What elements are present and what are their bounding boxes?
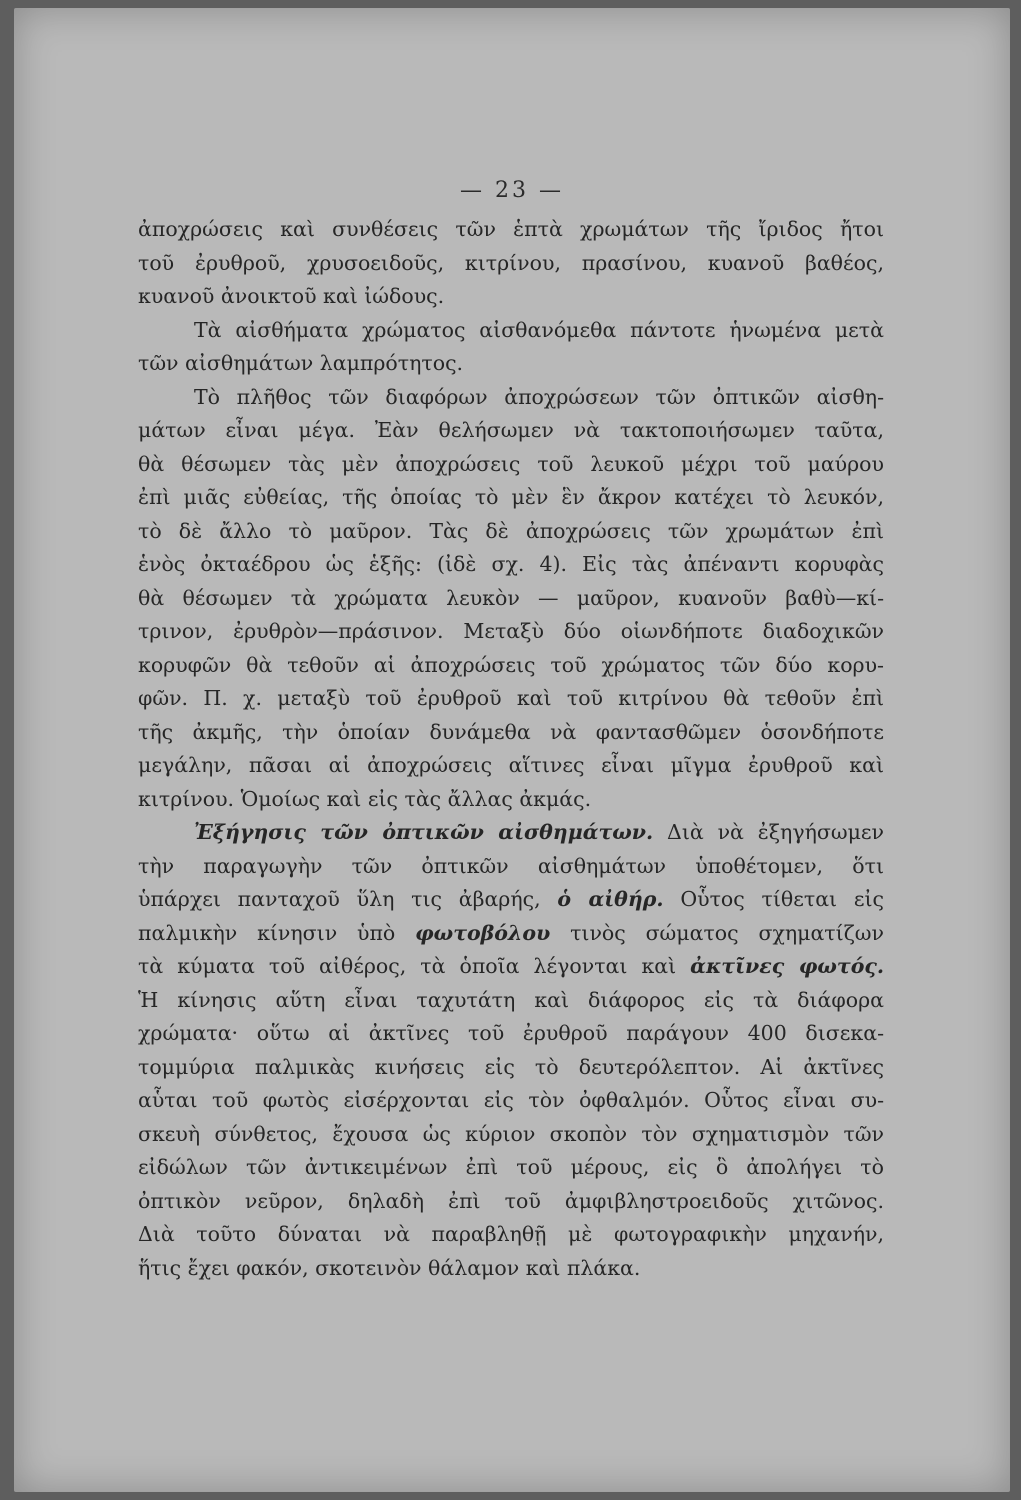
- text-line: τῆς ἀκμῆς, τὴν ὁποίαν δυνάμεθα νὰ φαντασθῶμεν ὁσονδήποτε: [138, 719, 884, 744]
- text-line: κορυφῶν θὰ τεθοῦν αἱ ἀποχρώσεις τοῦ χρώματος τῶν δύο κορυ-: [138, 652, 884, 677]
- text-line: τομμύρια παλμικὰς κινήσεις εἰς τὸ δευτερόλεπτον. Αἱ ἀκτῖνες: [138, 1054, 884, 1079]
- text-segment: τὰ κύματα τοῦ αἰθέρος, τὰ ὁποῖα λέγονται καὶ: [138, 954, 677, 978]
- text-line: θὰ θέσωμεν τὰ χρώματα λευκὸν — μαῦρον, κυανοῦν βαθὺ—κί-: [138, 585, 884, 610]
- term-aither: ὁ αἰθήρ.: [557, 887, 664, 911]
- text-segment: ὑπάρχει πανταχοῦ ὕλη τις ἀβαρής,: [138, 887, 541, 911]
- page-number: — 23 —: [460, 178, 564, 203]
- text-line: ἥτις ἔχει φακόν, σκοτεινὸν θάλαμον καὶ πλάκα.: [138, 1255, 641, 1280]
- text-line: μάτων εἶναι μέγα. Ἐὰν θελήσωμεν νὰ τακτοποιήσωμεν ταῦτα,: [138, 418, 884, 442]
- text-line: χρώματα· οὕτω αἱ ἀκτῖνες τοῦ ἐρυθροῦ παράγουν 400 δισεκα-: [138, 1021, 884, 1045]
- text-line: αὗται τοῦ φωτὸς εἰσέρχονται εἰς τὸν ὀφθαλμόν. Οὗτος εἶναι συ-: [138, 1088, 884, 1112]
- heading-rest: Διὰ νὰ ἐξηγήσωμεν: [667, 820, 884, 844]
- text-line: [138, 950, 884, 984]
- book-page: [14, 8, 1010, 1492]
- text-segment: τινὸς σώματος σχηματίζων: [570, 920, 884, 945]
- term-aktines: ἀκτῖνες φωτός.: [690, 954, 884, 978]
- text-line: κιτρίνου. Ὁμοίως καὶ εἰς τὰς ἄλλας ἀκμάς.: [138, 786, 592, 811]
- text-line: Διὰ τοῦτο δύναται νὰ παραβληθῇ μὲ φωτογραφικὴν μηχανήν,: [138, 1222, 884, 1246]
- text-line: Ἡ κίνησις αὕτη εἶναι ταχυτάτη καὶ διάφορος εἰς τὰ διάφορα: [138, 987, 884, 1012]
- text-line: εἰδώλων τῶν ἀντικειμένων ἐπὶ τοῦ μέρους, εἰς ὃ ἀπολήγει τὸ: [138, 1155, 884, 1179]
- text-line: τρινον, ἐρυθρὸν—πράσινον. Μεταξὺ δύο οἱωνδήποτε διαδοχικῶν: [138, 619, 884, 643]
- text-segment: παλμικὴν κίνησιν ὑπὸ: [138, 920, 396, 945]
- text-line: σκευὴ σύνθετος, ἔχουσα ὡς κύριον σκοπὸν τὸν σχηματισμὸν τῶν: [138, 1121, 884, 1146]
- text-line: [138, 917, 884, 951]
- section-heading: Ἐξήγησις τῶν ὀπτικῶν αἰσθημάτων.: [194, 820, 654, 844]
- section-heading-line: [138, 816, 884, 850]
- text-line: ἀποχρώσεις καὶ συνθέσεις τῶν ἑπτὰ χρωμάτων τῆς ἴριδος ἤτοι: [138, 217, 884, 241]
- text-line: φῶν. Π. χ. μεταξὺ τοῦ ἐρυθροῦ καὶ τοῦ κιτρίνου θὰ τεθοῦν ἐπὶ: [138, 686, 884, 710]
- text-line: κυανοῦ ἀνοικτοῦ καὶ ἰώδους.: [138, 284, 445, 308]
- text-line: τὸ δὲ ἄλλο τὸ μαῦρον. Τὰς δὲ ἀποχρώσεις τῶν χρωμάτων ἐπὶ: [138, 518, 884, 543]
- text-line: τοῦ ἐρυθροῦ, χρυσοειδοῦς, κιτρίνου, πρασίνου, κυανοῦ βαθέος,: [138, 250, 884, 275]
- term-photobolos: φωτοβόλου: [415, 920, 551, 945]
- text-line: τὴν παραγωγὴν τῶν ὀπτικῶν αἰσθημάτων ὑποθέτομεν, ὅτι: [138, 853, 884, 878]
- text-line: Τὰ αἰσθήματα χρώματος αἰσθανόμεθα πάντοτε ἡνωμένα μετὰ: [194, 317, 884, 342]
- text-line: ἐπὶ μιᾶς εὐθείας, τῆς ὁποίας τὸ μὲν ἓν ἄκρον κατέχει τὸ λευκόν,: [138, 485, 884, 509]
- text-line: ὀπτικὸν νεῦρον, δηλαδὴ ἐπὶ τοῦ ἀμφιβληστροειδοῦς χιτῶνος.: [138, 1188, 884, 1213]
- text-line: [138, 883, 884, 917]
- text-line: μεγάλην, πᾶσαι αἱ ἀποχρώσεις αἵτινες εἶναι μῖγμα ἐρυθροῦ καὶ: [138, 753, 884, 777]
- text-segment: Οὗτος τίθεται εἰς: [680, 887, 884, 911]
- text-line: Τὸ πλῆθος τῶν διαφόρων ἀποχρώσεων τῶν ὀπτικῶν αἰσθη-: [194, 384, 884, 409]
- text-line: θὰ θέσωμεν τὰς μὲν ἀποχρώσεις τοῦ λευκοῦ μέχρι τοῦ μαύρου: [138, 451, 884, 476]
- text-line: τῶν αἰσθημάτων λαμπρότητος.: [138, 351, 464, 375]
- text-line: ἑνὸς ὀκταέδρου ὡς ἑξῆς: (ἰδὲ σχ. 4). Εἰς τὰς ἀπέναντι κορυφὰς: [138, 552, 884, 576]
- page-body: [138, 213, 884, 1285]
